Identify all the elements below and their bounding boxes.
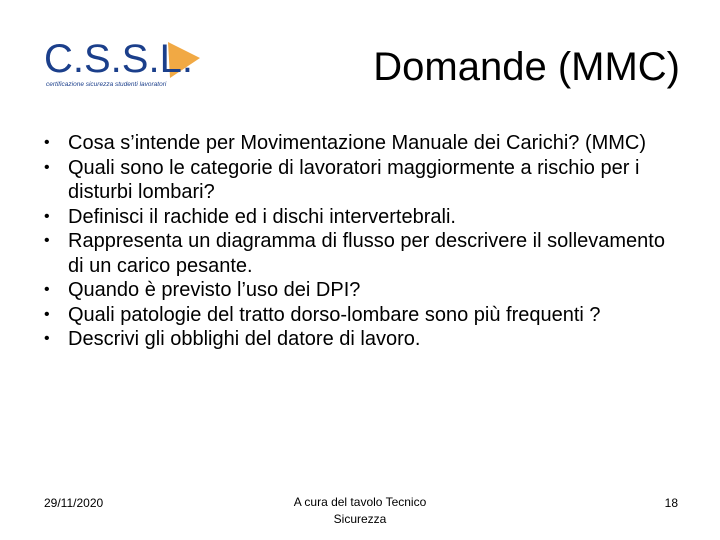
- bullet-icon: •: [44, 158, 50, 176]
- bullet-item: [44, 131, 684, 156]
- bullet-text: Quando è previsto l’uso dei DPI?: [68, 279, 361, 301]
- bullet-item: [44, 327, 684, 352]
- bullet-icon: •: [44, 330, 50, 347]
- bullet-item: [44, 278, 684, 303]
- bullet-text: Descrivi gli obblighi del datore di lavoro.: [68, 328, 421, 350]
- footer-credit-line1: A cura del tavolo Tecnico: [293, 495, 427, 509]
- logo-text: C.S.S.L.: [44, 37, 193, 81]
- footer-credit-line2: Sicurezza: [333, 512, 387, 526]
- bullet-icon: •: [44, 305, 50, 323]
- footer-credit: [260, 494, 460, 528]
- bullet-item: [44, 303, 684, 328]
- bullet-icon: •: [44, 232, 50, 249]
- bullet-item: [44, 205, 684, 230]
- bullet-list: [44, 131, 684, 352]
- logo-subtitle: certificazione sicurezza studenti lavoratori: [46, 81, 167, 88]
- bullet-item: [44, 156, 684, 205]
- bullet-text: Rappresenta un diagramma di flusso per descrivere il sollevamento di un carico pesante.: [68, 230, 665, 277]
- bullet-text: Quali sono le categorie di lavoratori maggiormente a rischio per i disturbi lombari?: [68, 156, 640, 203]
- logo: [40, 36, 205, 94]
- footer-date: 29/11/2020: [44, 496, 104, 510]
- bullet-text: Definisci il rachide ed i dischi intervertebrali.: [68, 205, 456, 228]
- bullet-item: [44, 229, 684, 278]
- bullet-text: Cosa s’intende per Movimentazione Manuale dei Carichi? (MMC): [68, 132, 647, 154]
- slide-title: Domande (MMC): [373, 45, 680, 89]
- bullet-icon: •: [44, 207, 50, 225]
- bullet-icon: •: [44, 281, 50, 298]
- bullet-text: Quali patologie del tratto dorso-lombare sono più frequenti ?: [68, 303, 601, 326]
- bullet-icon: •: [44, 134, 50, 151]
- page-number: 18: [664, 496, 678, 510]
